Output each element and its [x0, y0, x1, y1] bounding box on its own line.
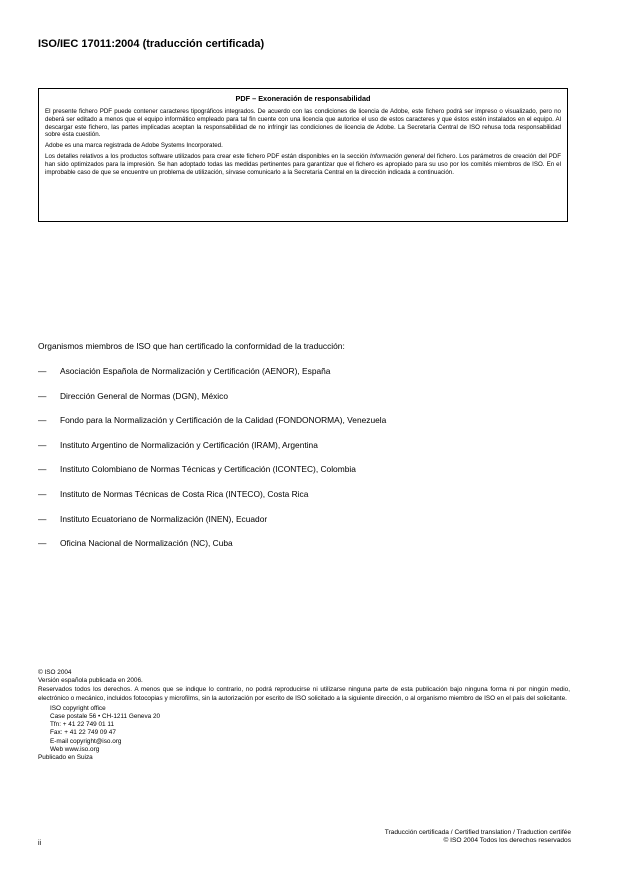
translation-note: Traducción certificada / Certified translation / Traduction certifée — [384, 829, 571, 836]
list-item — [38, 464, 386, 489]
dash-marker: — — [38, 439, 47, 450]
member-name: Instituto Ecuatoriano de Normalización (INEN), Ecuador — [60, 513, 268, 524]
disclaimer-p3-start: Los detalles relativos a los productos software utilizados para crear este fichero PDF están disponibles en la sección — [45, 152, 370, 160]
member-name: Instituto Colombiano de Normas Técnicas y Certificación (ICONTEC), Colombia — [60, 464, 356, 475]
document-title: ISO/IEC 17011:2004 (traducción certificada) — [38, 38, 265, 50]
address-email[interactable]: E-mail copyright@iso.org — [50, 737, 122, 745]
dash-marker: — — [38, 488, 47, 499]
member-name: Oficina Nacional de Normalización (NC), Cuba — [60, 538, 233, 549]
pdf-disclaimer-box — [38, 88, 568, 222]
disclaimer-p3-end: del fichero. Los parámetros de creación del PDF han sido optimizados para la impresión. Se han adoptado todas las medidas pertinentes para garantizar que el fichero es apropiado para su uso por los comités miembros de ISO. En el improbable caso de que se encuentre un problema de utilización, sírvase comunicarlo a la Secretaría Central en la dirección indicada a continuación. — [45, 152, 562, 176]
list-item — [38, 538, 386, 563]
list-item — [38, 366, 386, 391]
member-name: Instituto Argentino de Normalización y Certificación (IRAM), Argentina — [60, 439, 318, 450]
address-line: Case postale 56 • CH-1211 Geneva 20 — [50, 713, 161, 721]
copyright-footer — [38, 669, 570, 762]
list-item — [38, 415, 386, 440]
disclaimer-paragraph-3 — [45, 153, 561, 176]
address-line: ISO copyright office — [50, 704, 106, 712]
dash-marker: — — [38, 464, 47, 475]
disclaimer-paragraph-2: Adobe es una marca registrada de Adobe Systems Incorporated. — [45, 142, 223, 150]
disclaimer-title: PDF – Exoneración de responsabilidad — [235, 94, 371, 103]
version-line: Versión española publicada en 2006. — [38, 677, 143, 685]
disclaimer-p3-italic: Información general — [369, 152, 425, 160]
disclaimer-paragraph-1: El presente fichero PDF puede contener caracteres tipográficos integrados. De acuerdo con las condiciones de licencia de Adobe, este fichero podrá ser impreso o visualizado, pero no deberá ser editado a menos que el equipo informático empleado para tal fin cuente con una licencia que autorice el uso de estos caracteres y que éstos estén instalados en el equipo. Al descargar este fichero, las partes implicadas aceptan la responsabilidad de no infringir las condiciones de licencia de Adobe. La Secretaría Central de ISO rehusa toda responsabilidad sobre esta cuestión. — [45, 108, 561, 139]
rights-reserved: © ISO 2004 Todos los derechos reservados — [443, 837, 571, 845]
members-intro: Organismos miembros de ISO que han certificado la conformidad de la traducción: — [38, 341, 345, 351]
members-list — [38, 366, 386, 563]
list-item — [38, 391, 386, 416]
dash-marker: — — [38, 366, 47, 376]
member-name: Dirección General de Normas (DGN), México — [60, 390, 229, 401]
list-item — [38, 514, 386, 539]
iso-address — [50, 705, 570, 754]
page-number: ii — [38, 840, 42, 847]
dash-marker: — — [38, 538, 47, 549]
copyright-line: © ISO 2004 — [38, 669, 72, 676]
page-footer-right — [385, 829, 571, 846]
member-name: Instituto de Normas Técnicas de Costa Rica (INTECO), Costa Rica — [60, 488, 309, 499]
address-web[interactable]: Web www.iso.org — [50, 745, 100, 753]
address-line: Fax: + 41 22 749 09 47 — [50, 729, 116, 737]
member-name: Fondo para la Normalización y Certificación de la Calidad (FONDONORMA), Venezuela — [60, 415, 387, 426]
dash-marker: — — [38, 390, 47, 401]
member-name: Asociación Española de Normalización y Certificación (AENOR), España — [60, 366, 331, 376]
dash-marker: — — [38, 415, 47, 426]
rights-statement: Reservados todos los derechos. A menos que se indique lo contrario, no podrá reproducirse ni utilizarse ninguna parte de esta publicación bajo ninguna forma ni por ningún medio, electrónico o mecánico, incluidos fotocopias y microfilms, sin la autorización por escrito de ISO solicitado a la siguiente dirección, o al organismo miembro de ISO en el país del solicitante. — [38, 686, 570, 702]
published-line: Publicado en Suiza — [38, 754, 93, 762]
address-line: Tfn: + 41 22 749 01 11 — [50, 721, 115, 729]
list-item — [38, 440, 386, 465]
dash-marker: — — [38, 513, 47, 524]
list-item — [38, 489, 386, 514]
